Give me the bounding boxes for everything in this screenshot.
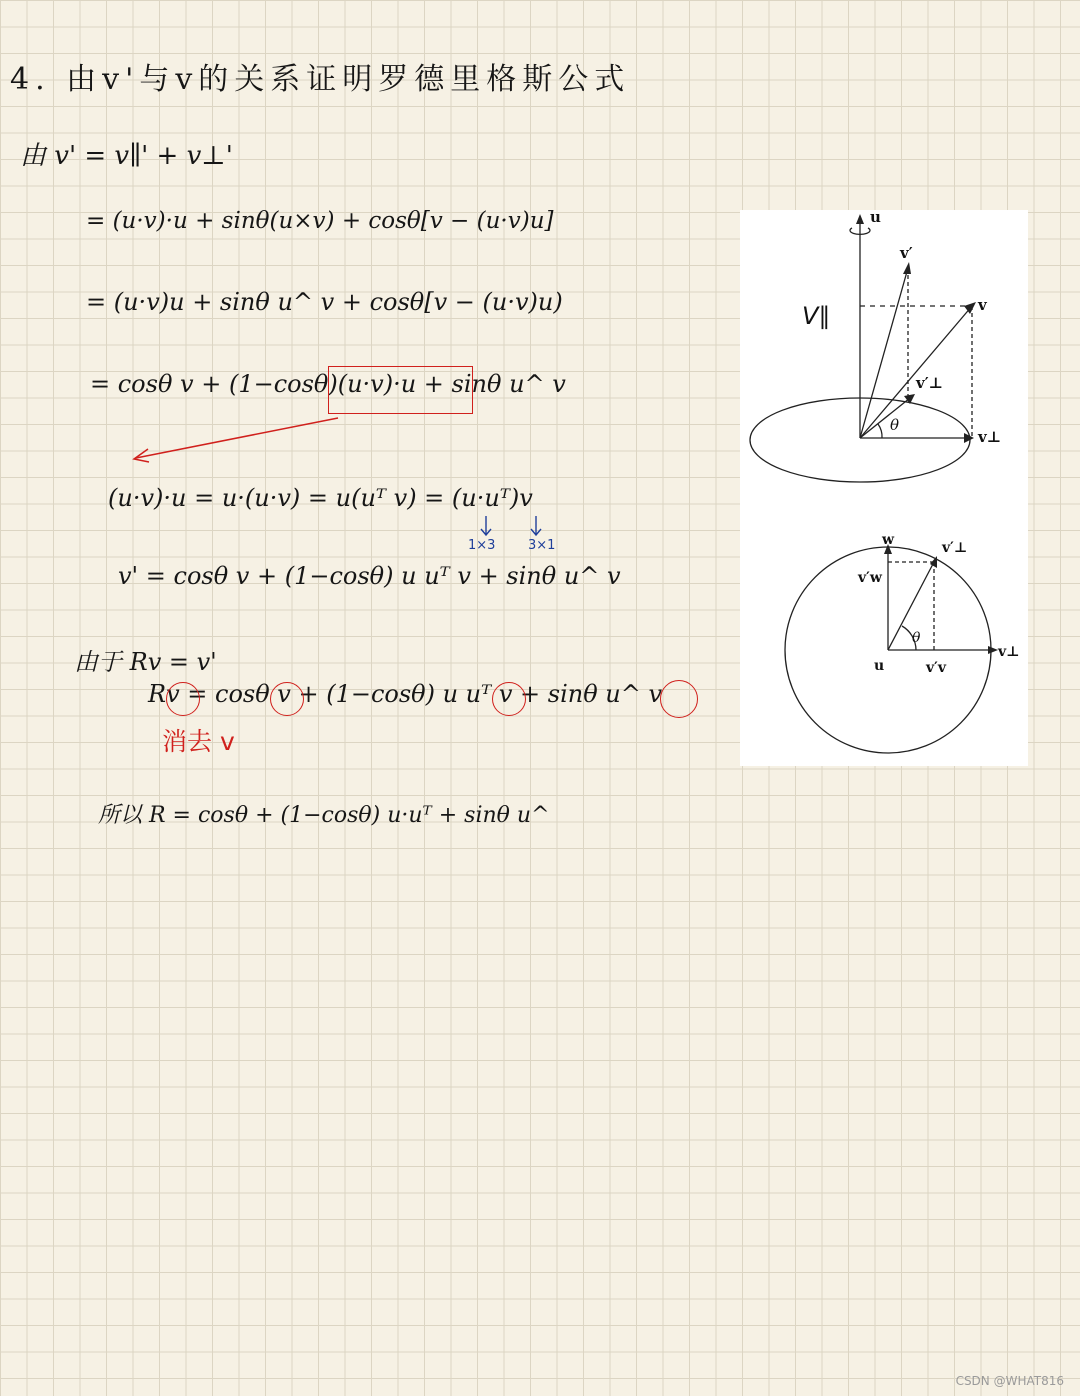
equation-line-5: (u·v)·u = u·(u·v) = u(uᵀ v) = (u·uᵀ)v — [108, 484, 533, 512]
conclusion-line: 所以 R = cosθ + (1−cosθ) u·uᵀ + sinθ u^ — [98, 803, 550, 828]
v-perp-prime-vector — [860, 398, 910, 438]
rotation-figure — [740, 210, 1028, 766]
equation-line-1: 由 v' = v∥' + v⊥' — [20, 141, 233, 171]
label-u-bottom: u — [874, 658, 885, 674]
label-w: w — [882, 532, 895, 548]
label-v: v — [978, 296, 987, 314]
v-perp-prime-rot-vector — [888, 562, 934, 650]
red-circle-3 — [492, 682, 526, 716]
equation-line-7: 由于 Rv = v' — [74, 648, 217, 676]
red-circle-4 — [660, 680, 698, 718]
label-theta-top: θ — [890, 416, 900, 434]
label-theta-bottom: θ — [912, 630, 921, 646]
equation-line-4: = cosθ v + (1−cosθ)(u·v)·u + sinθ u^ v — [90, 370, 566, 398]
label-v-perp-prime-rot: v′⊥ — [942, 540, 968, 556]
red-circle-2 — [270, 682, 304, 716]
v-prime-vector — [860, 268, 908, 438]
cancel-note: 消去 v — [162, 727, 235, 756]
label-v-perp-prime: v′⊥ — [916, 374, 944, 392]
rotation-diagram — [740, 210, 1028, 766]
watermark: CSDN @WHAT816 — [955, 1374, 1064, 1388]
equation-line-8: Rv = cosθ v + (1−cosθ) u uᵀ v + sinθ u^ v — [148, 680, 663, 708]
dimension-note-3x1: 3×1 — [528, 538, 556, 553]
red-circle-1 — [166, 682, 200, 716]
dimension-arrows — [460, 512, 560, 542]
equation-line-3: = (u·v)u + sinθ u^ v + cosθ[v − (u·v)u) — [86, 288, 563, 316]
red-arrow-line — [136, 418, 338, 458]
label-v-v: v′v — [926, 660, 946, 676]
label-u: u — [870, 210, 881, 226]
label-v-prime: v′ — [900, 244, 913, 262]
label-v-par: V∥ — [802, 302, 831, 330]
equation-line-6: v' = cosθ v + (1−cosθ) u uᵀ v + sinθ u^ v — [118, 562, 621, 590]
label-v-w: v′w — [858, 570, 882, 586]
equation-line-2: = (u·v)·u + sinθ(u×v) + cosθ[v − (u·v)u] — [86, 208, 554, 234]
dimension-note-1x3: 1×3 — [468, 538, 496, 553]
theta-arc-top — [878, 424, 882, 438]
label-v-perp-bottom: v⊥ — [998, 644, 1020, 660]
page-title: 4. 由v'与v的关系证明罗德里格斯公式 — [10, 62, 631, 97]
label-v-perp: v⊥ — [978, 428, 1002, 446]
